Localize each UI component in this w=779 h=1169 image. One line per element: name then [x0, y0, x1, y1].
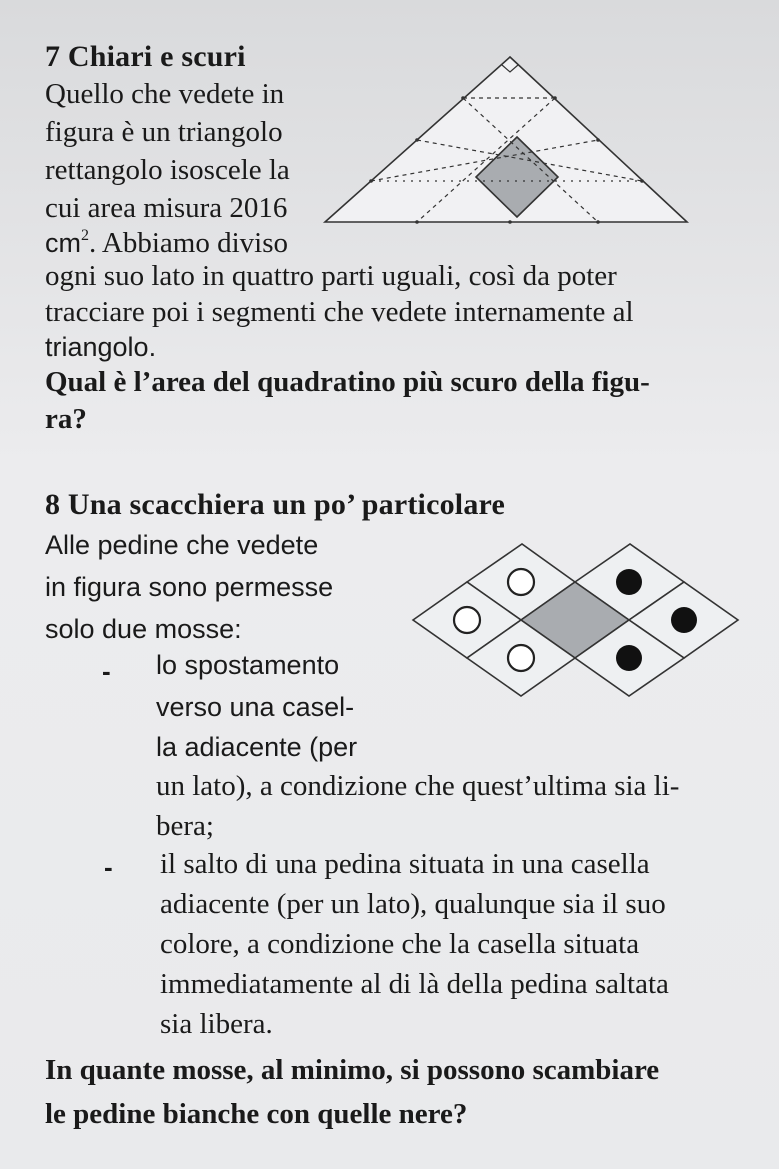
p7-line-4: cui area misura 2016	[45, 192, 288, 224]
p7-line-5-rest: . Abbiamo diviso	[89, 227, 288, 259]
black-piece	[616, 645, 642, 671]
bullet-1: -	[102, 656, 111, 686]
p8-question-2: le pedine bianche con quelle nere?	[45, 1098, 468, 1130]
p8-intro-3: solo due mosse:	[45, 614, 242, 644]
p7-line-7: tracciare poi i segmenti che vedete internamente al	[45, 296, 634, 328]
board-figure	[395, 535, 755, 715]
problem-8-title: 8 Una scacchiera un po’ particolare	[45, 488, 506, 521]
p8-rule2-2: adiacente (per un lato), qualunque sia il suo	[160, 888, 666, 920]
p7-line-2: figura è un triangolo	[45, 116, 283, 148]
p8-question-1: In quante mosse, al minimo, si possono scambiare	[45, 1054, 660, 1086]
p8-rule2-4: immediatamente al di là della pedina saltata	[160, 968, 669, 1000]
black-piece	[671, 607, 697, 633]
p7-line-3: rettangolo isoscele la	[45, 154, 290, 186]
problem-7-title: 7 Chiari e scuri	[45, 40, 246, 73]
p7-line-1: Quello che vedete in	[45, 78, 285, 110]
unit-exponent: 2	[81, 227, 89, 244]
p8-rule1-2: verso una casel-	[156, 692, 355, 722]
p8-rule2-5: sia libera.	[160, 1008, 273, 1040]
bullet-2: -	[104, 852, 113, 882]
p7-line-8: triangolo.	[45, 332, 157, 362]
p7-line-5	[45, 228, 288, 258]
p7-question-2: ra?	[45, 403, 87, 435]
black-piece	[616, 569, 642, 595]
unit-cm: cm	[45, 228, 81, 258]
p8-rule1-3: la adiacente (per	[156, 732, 358, 762]
p7-question-1: Qual è l’area del quadratino più scuro della figu-	[45, 366, 650, 398]
p8-rule2-3: colore, a condizione che la casella situata	[160, 928, 640, 960]
triangle-figure	[320, 52, 692, 230]
p8-intro-1: Alle pedine che vedete	[45, 530, 319, 560]
white-piece	[508, 569, 534, 595]
p7-line-6: ogni suo lato in quattro parti uguali, così da poter	[45, 260, 617, 292]
p8-rule1-1: lo spostamento	[156, 650, 340, 680]
p8-rule1-4: un lato), a condizione che quest’ultima sia li-	[156, 770, 680, 802]
p8-rule1-5: bera;	[156, 810, 214, 842]
p8-intro-2: in figura sono permesse	[45, 572, 334, 602]
white-piece	[508, 645, 534, 671]
white-piece	[454, 607, 480, 633]
p8-rule2-1: il salto di una pedina situata in una casella	[160, 848, 650, 880]
